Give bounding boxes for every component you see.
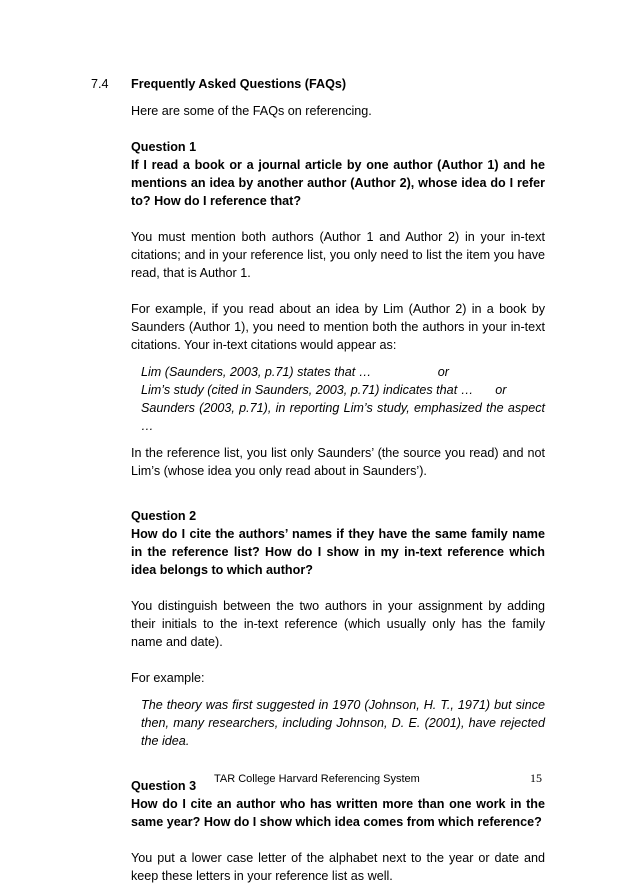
- question-1-example-intro: For example, if you read about an idea by Lim (Author 2) in a book by Saunders (Author 1), you need to mention both the authors in your in-text citations. Your in-text citations would appear as:: [131, 302, 545, 352]
- question-3-label: Question 3: [131, 779, 197, 793]
- example-2-text: Lim’s study (cited in Saunders, 2003, p.71) indicates that …: [141, 383, 474, 397]
- footer-text: TAR College Harvard Referencing System: [214, 773, 420, 785]
- intro-paragraph: Here are some of the FAQs on referencing.: [131, 104, 372, 118]
- question-2-example-label: For example:: [131, 671, 205, 685]
- example-2-or: or: [495, 383, 507, 397]
- question-2-example: The theory was first suggested in 1970 (Johnson, H. T., 1971) but since then, many researchers, including Johnson, D. E. (2001), have rejected the idea.: [141, 698, 545, 748]
- question-1-examples: [141, 363, 545, 435]
- question-1-text: If I read a book or a journal article by one author (Author 1) and he mentions an idea by another author (Author 2), whose idea do I refer to? How do I reference that?: [131, 158, 545, 208]
- question-1-answer: You must mention both authors (Author 1 and Author 2) in your in-text citations; and in your reference list, you only need to list the item you have read, that is Author 1.: [131, 230, 545, 280]
- question-3-text: How do I cite an author who has written more than one work in the same year? How do I show which idea comes from which reference?: [131, 797, 545, 829]
- section-title: Frequently Asked Questions (FAQs): [131, 77, 347, 91]
- question-2-text: How do I cite the authors’ names if they have the same family name in the reference list? How do I show in my in-text reference which idea belongs to which author?: [131, 527, 545, 577]
- question-3-answer: You put a lower case letter of the alphabet next to the year or date and keep these letters in your reference list as well.: [131, 851, 545, 883]
- example-3-text: Saunders (2003, p.71), in reporting Lim’s study, emphasized the aspect …: [141, 401, 545, 433]
- page-number: 15: [530, 771, 542, 785]
- question-1-closing: In the reference list, you list only Saunders’ (the source you read) and not Lim’s (whose idea you only read about in Saunders’).: [131, 446, 545, 478]
- question-2-answer: You distinguish between the two authors in your assignment by adding their initials to the in-text reference (which usually only has the family name and date).: [131, 599, 545, 649]
- example-line-2: [141, 381, 545, 399]
- question-2-label: Question 2: [131, 509, 197, 523]
- example-line-1: [141, 363, 545, 381]
- question-1-label: Question 1: [131, 140, 197, 154]
- example-1-text: Lim (Saunders, 2003, p.71) states that …: [141, 365, 372, 379]
- section-number: 7.4: [91, 77, 109, 91]
- example-1-or: or: [437, 365, 449, 379]
